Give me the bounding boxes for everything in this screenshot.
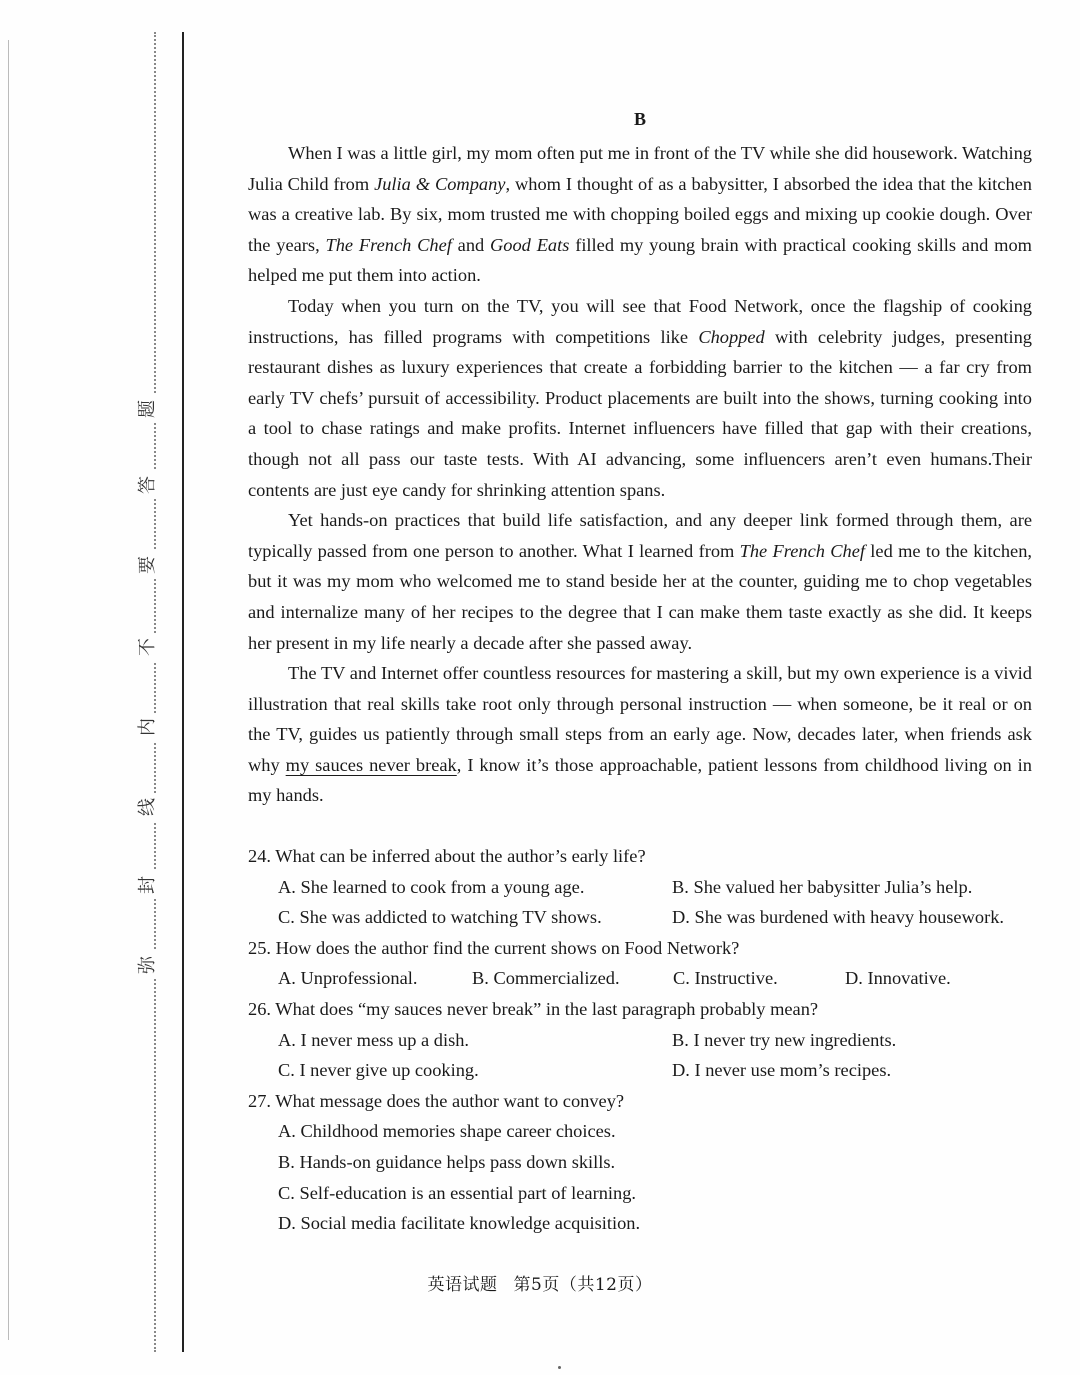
text-run: filled my young brain with practical cooking skills and mom helped me put them into action. <box>248 234 1032 286</box>
option-a: A. I never mess up a dish. <box>278 1029 470 1050</box>
text-run: and <box>451 234 491 255</box>
question-stem: 24. What can be inferred about the author’s early life? <box>248 846 646 867</box>
show-title: The French Chef <box>739 540 865 561</box>
option-d: D. Innovative. <box>845 968 951 989</box>
question-25 <box>248 933 1032 994</box>
option-group <box>278 872 1032 933</box>
seal-char: 弥 <box>133 951 159 979</box>
option-group <box>278 1116 1032 1238</box>
option-d: D. I never use mom’s recipes. <box>672 1060 892 1081</box>
seal-dotted-line <box>154 32 156 1352</box>
show-title: Julia & Company <box>374 173 506 194</box>
option-a: A. She learned to cook from a young age. <box>278 876 585 897</box>
footer-subject: 英语试题 <box>427 1275 498 1295</box>
show-title: Chopped <box>698 326 765 347</box>
paragraph-4 <box>248 658 1032 811</box>
option-d: D. Social media facilitate knowledge acquisition. <box>278 1213 641 1234</box>
text-run: , I know it’s those approachable, patient lessons from childhood living on in my hands. <box>248 754 1032 806</box>
option-group <box>278 963 1032 994</box>
outer-margin-line <box>8 40 9 1340</box>
option-b: B. Commercialized. <box>472 968 620 989</box>
option-b: B. I never try new ingredients. <box>672 1029 897 1050</box>
seal-char: 线 <box>133 793 159 821</box>
option-c: C. I never give up cooking. <box>278 1060 479 1081</box>
footer-page-number: 第5页（共12页） <box>513 1275 653 1295</box>
option-c: C. She was addicted to watching TV shows. <box>278 907 602 928</box>
question-list <box>248 841 1032 1239</box>
question-24 <box>248 841 1032 933</box>
scan-speck <box>558 1366 561 1369</box>
show-title: The French Chef <box>325 234 452 255</box>
seal-char: 不 <box>133 633 159 661</box>
section-title: B <box>633 109 646 129</box>
seal-char: 答 <box>133 471 159 499</box>
show-title: Good Eats <box>490 234 570 255</box>
binding-margin-line <box>182 32 184 1352</box>
page-footer <box>0 1270 1080 1295</box>
option-c: C. Instructive. <box>673 968 778 989</box>
option-a: A. Childhood memories shape career choices. <box>278 1121 616 1142</box>
paragraph-2 <box>248 291 1032 505</box>
option-a: A. Unprofessional. <box>278 968 418 989</box>
text-run: When I was a little girl, my mom often put me in front of the TV while she did housework. Watching Julia Child from <box>248 143 1032 194</box>
seal-char: 题 <box>133 395 159 423</box>
text-run: with celebrity judges, presenting restaurant dishes as luxury experiences that create a forbidding barrier to the kitchen — a far cry from early TV chefs’ pursuit of accessibility. Product placements are built into the shows, turning cooking into a tool to chase ratings and make profits. Internet influencers have filled that gap with their creations, though not all pass our taste tests. With AI advancing, some influencers aren’t even humans.Their contents are just eye candy for shrinking attention spans. <box>248 326 1033 500</box>
paragraph-1 <box>248 138 1032 291</box>
option-group <box>278 1025 1032 1086</box>
text-run: led me to the kitchen, but it was my mom who welcomed me to stand beside her at the counter, guiding me to chop vegetables and internalize many of her recipes to the degree that I can make them taste exactly as she did. It keeps her present in my life nearly a decade after she passed away. <box>248 540 1032 653</box>
question-26 <box>248 994 1032 1086</box>
question-27 <box>248 1086 1032 1239</box>
option-b: B. Hands-on guidance helps pass down skills. <box>278 1152 616 1172</box>
option-b: B. She valued her babysitter Julia’s help. <box>672 876 973 897</box>
paragraph-3 <box>248 505 1032 658</box>
reading-passage <box>248 138 1032 811</box>
seal-char: 封 <box>133 871 159 899</box>
text-run: Today when you turn on the TV, you will see that Food Network, once the flagship of cooking instructions, has filled programs with competitions like <box>248 295 1032 347</box>
option-c: C. Self-education is an essential part of learning. <box>278 1182 636 1203</box>
text-run: The TV and Internet offer countless resources for mastering a skill, but my own experience is a vivid illustration that real skills take root only through personal instruction — when someone, be it real or on the TV, guides us patiently through small steps from an early age. Now, decades later, when friends ask why <box>248 663 1032 775</box>
text-run: , whom I thought of as a babysitter, I absorbed the idea that the kitchen was a creative lab. By six, mom trusted me with chopping boiled eggs and mixing up cookie dough. Over the years, <box>248 173 1033 255</box>
option-d: D. She was burdened with heavy housework. <box>672 907 1004 928</box>
seal-char: 要 <box>133 551 159 579</box>
question-stem: 26. What does “my sauces never break” in the last paragraph probably mean? <box>248 999 819 1020</box>
underlined-phrase: my sauces never break <box>285 754 457 775</box>
text-run: Yet hands-on practices that build life satisfaction, and any deeper link formed through them, are typically passed from one person to another. What I learned from <box>248 510 1032 561</box>
question-stem: 27. What message does the author want to convey? <box>248 1090 625 1111</box>
question-stem: 25. How does the author find the current shows on Food Network? <box>248 937 740 958</box>
seal-char: 内 <box>133 713 159 741</box>
exam-content <box>248 108 1032 1239</box>
